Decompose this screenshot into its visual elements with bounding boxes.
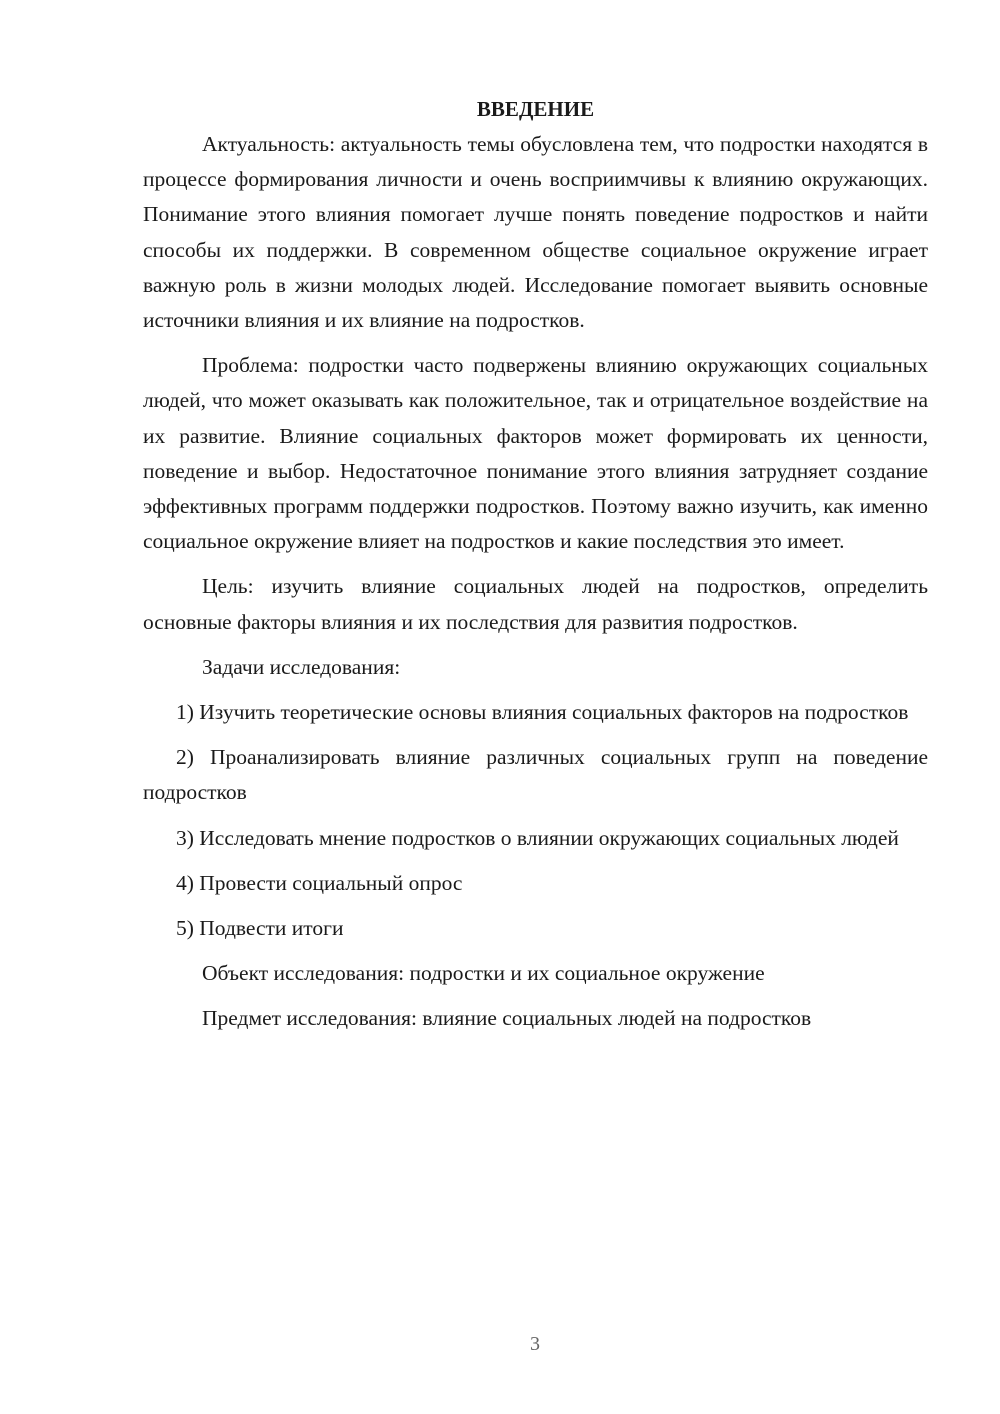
task-item: 1) Изучить теоретические основы влияния социальных факторов на подростков <box>176 700 909 725</box>
task-item: 4) Провести социальный опрос <box>176 870 463 895</box>
goal-paragraph: Цель: изучить влияние социальных людей на подростков, определить основные факторы влияния и их последствия для развития подростков. <box>143 574 928 634</box>
research-object: Объект исследования: подростки и их социальное окружение <box>202 961 765 986</box>
relevance-paragraph: Актуальность: актуальность темы обусловлена тем, что подростки находятся в процессе формирования личности и очень восприимчивы к влиянию окружающих. Понимание этого влияния помогает лучше понять поведение подростков и найти способы их поддержки. В современном обществе социальное окружение играет важную роль в жизни молодых людей. Исследование помогает выявить основные источники влияния и их влияние на подростков. <box>143 132 928 333</box>
document-page <box>143 92 928 1037</box>
research-subject: Предмет исследования: влияние социальных людей на подростков <box>202 1006 812 1031</box>
page-title: ВВЕДЕНИЕ <box>476 97 595 121</box>
tasks-heading: Задачи исследования: <box>202 654 401 679</box>
problem-paragraph: Проблема: подростки часто подвержены влиянию окружающих социальных людей, что может оказывать как положительное, так и отрицательное воздействие на их развитие. Влияние социальных факторов может формировать их ценности, поведение и выбор. Недостаточное понимание этого влияния затрудняет создание эффективных программ поддержки подростков. Поэтому важно изучить, как именно социальное окружение влияет на подростков и какие последствия это имеет. <box>143 353 928 554</box>
page-number: 3 <box>530 1333 540 1355</box>
task-item: 5) Подвести итоги <box>176 916 344 941</box>
task-item: 2) Проанализировать влияние различных социальных групп на поведение подростков <box>143 745 928 805</box>
task-item: 3) Исследовать мнение подростков о влиянии окружающих социальных людей <box>176 825 899 850</box>
